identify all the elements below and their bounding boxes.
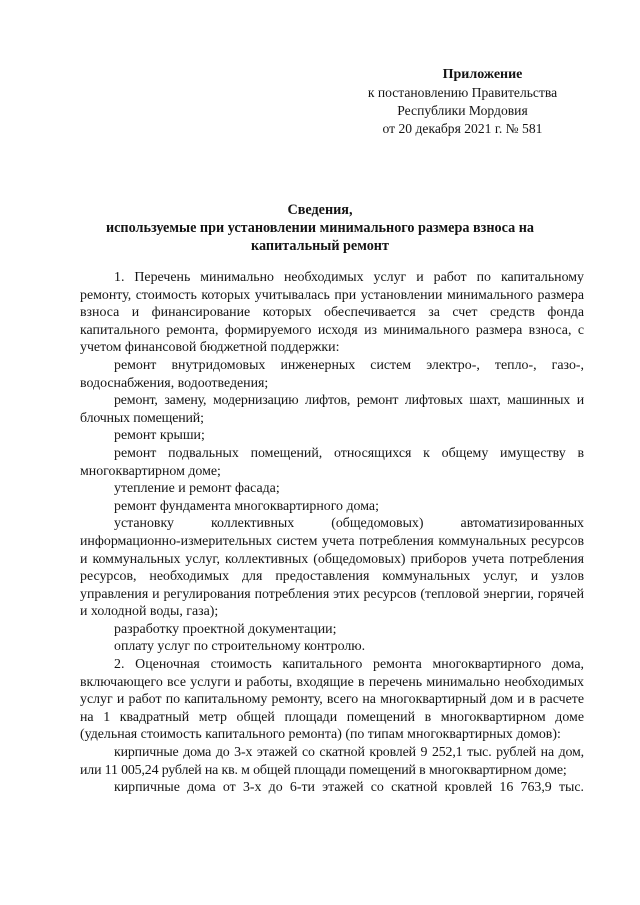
- list-item-foundation: ремонт фундамента многоквартирного дома;: [114, 498, 379, 514]
- appendix-line-2: Республики Мордовия: [397, 103, 528, 118]
- document-title-line-1: Сведения,: [287, 202, 353, 218]
- list-item-facade: утепление и ремонт фасада;: [114, 481, 280, 497]
- cost-item-brick-3-to-6-floors: кирпичные дома от 3-х до 6-ти этажей со скатной кровлей 16 763,9 тыс.: [114, 780, 584, 796]
- cost-item-brick-up-to-3-floors: кирпичные дома до 3-х этажей со скатной кровлей 9 252,1 тыс. рублей на дом, или 11 005,24 рублей на кв. м общей площади помещений в многоквартирном доме;: [80, 745, 584, 778]
- document-body: [80, 269, 584, 797]
- list-item-construction-control: оплату услуг по строительному контролю.: [114, 639, 366, 655]
- appendix-header: [340, 66, 585, 138]
- list-item-metering-systems: установку коллективных (общедомовых) автоматизированных информационно-измерительных систем учета потребления коммунальных ресурсов и коммунальных услуг, коллективных (общедомовых) приборов учета потребления ресурсов, необходимых для предоставления коммунальных услуг, и узлов управления и регулирования потребления этих ресурсов (тепловой энергии, горячей и холодной воды, газа);: [80, 516, 584, 620]
- document-title-line-2: используемые при установлении минимального размера взноса на: [105, 220, 535, 236]
- list-item-engineering-systems: ремонт внутридомовых инженерных систем электро-, тепло-, газо-, водоснабжения, водоотведения;: [80, 357, 584, 391]
- paragraph-services-list-intro: 1. Перечень минимально необходимых услуг и работ по капитальному ремонту, стоимость которых учитывалась при установлении минимального размера взноса и финансирование которых обеспечивается за счет средств фонда капитального ремонта, формируемого исходя из минимального размера взноса, с учетом финансовой бюджетной поддержки:: [80, 270, 584, 356]
- appendix-title: Приложение: [442, 67, 523, 82]
- paragraph-cost-estimate: 2. Оценочная стоимость капитального ремонта многоквартирного дома, включающего все услуги и работы, входящие в перечень минимально необходимых услуг и работ по капитальному ремонту, всего на многоквартирный дом и в расчете на 1 квадратный метр общей площади помещений в многоквартирном доме (удельная стоимость капитального ремонта) (по типам многоквартирных домов):: [80, 657, 584, 743]
- appendix-line-3: от 20 декабря 2021 г. № 581: [382, 121, 543, 136]
- list-item-basement: ремонт подвальных помещений, относящихся к общему имуществу в многоквартирном доме;: [80, 445, 584, 479]
- appendix-line-1: к постановлению Правительства: [367, 85, 558, 100]
- list-item-elevators: ремонт, замену, модернизацию лифтов, ремонт лифтовых шахт, машинных и блочных помещений;: [80, 393, 584, 426]
- document-title-line-3: капитальный ремонт: [251, 238, 389, 254]
- list-item-roof: ремонт крыши;: [114, 428, 205, 444]
- list-item-project-docs: разработку проектной документации;: [114, 621, 337, 637]
- document-title: [60, 201, 580, 255]
